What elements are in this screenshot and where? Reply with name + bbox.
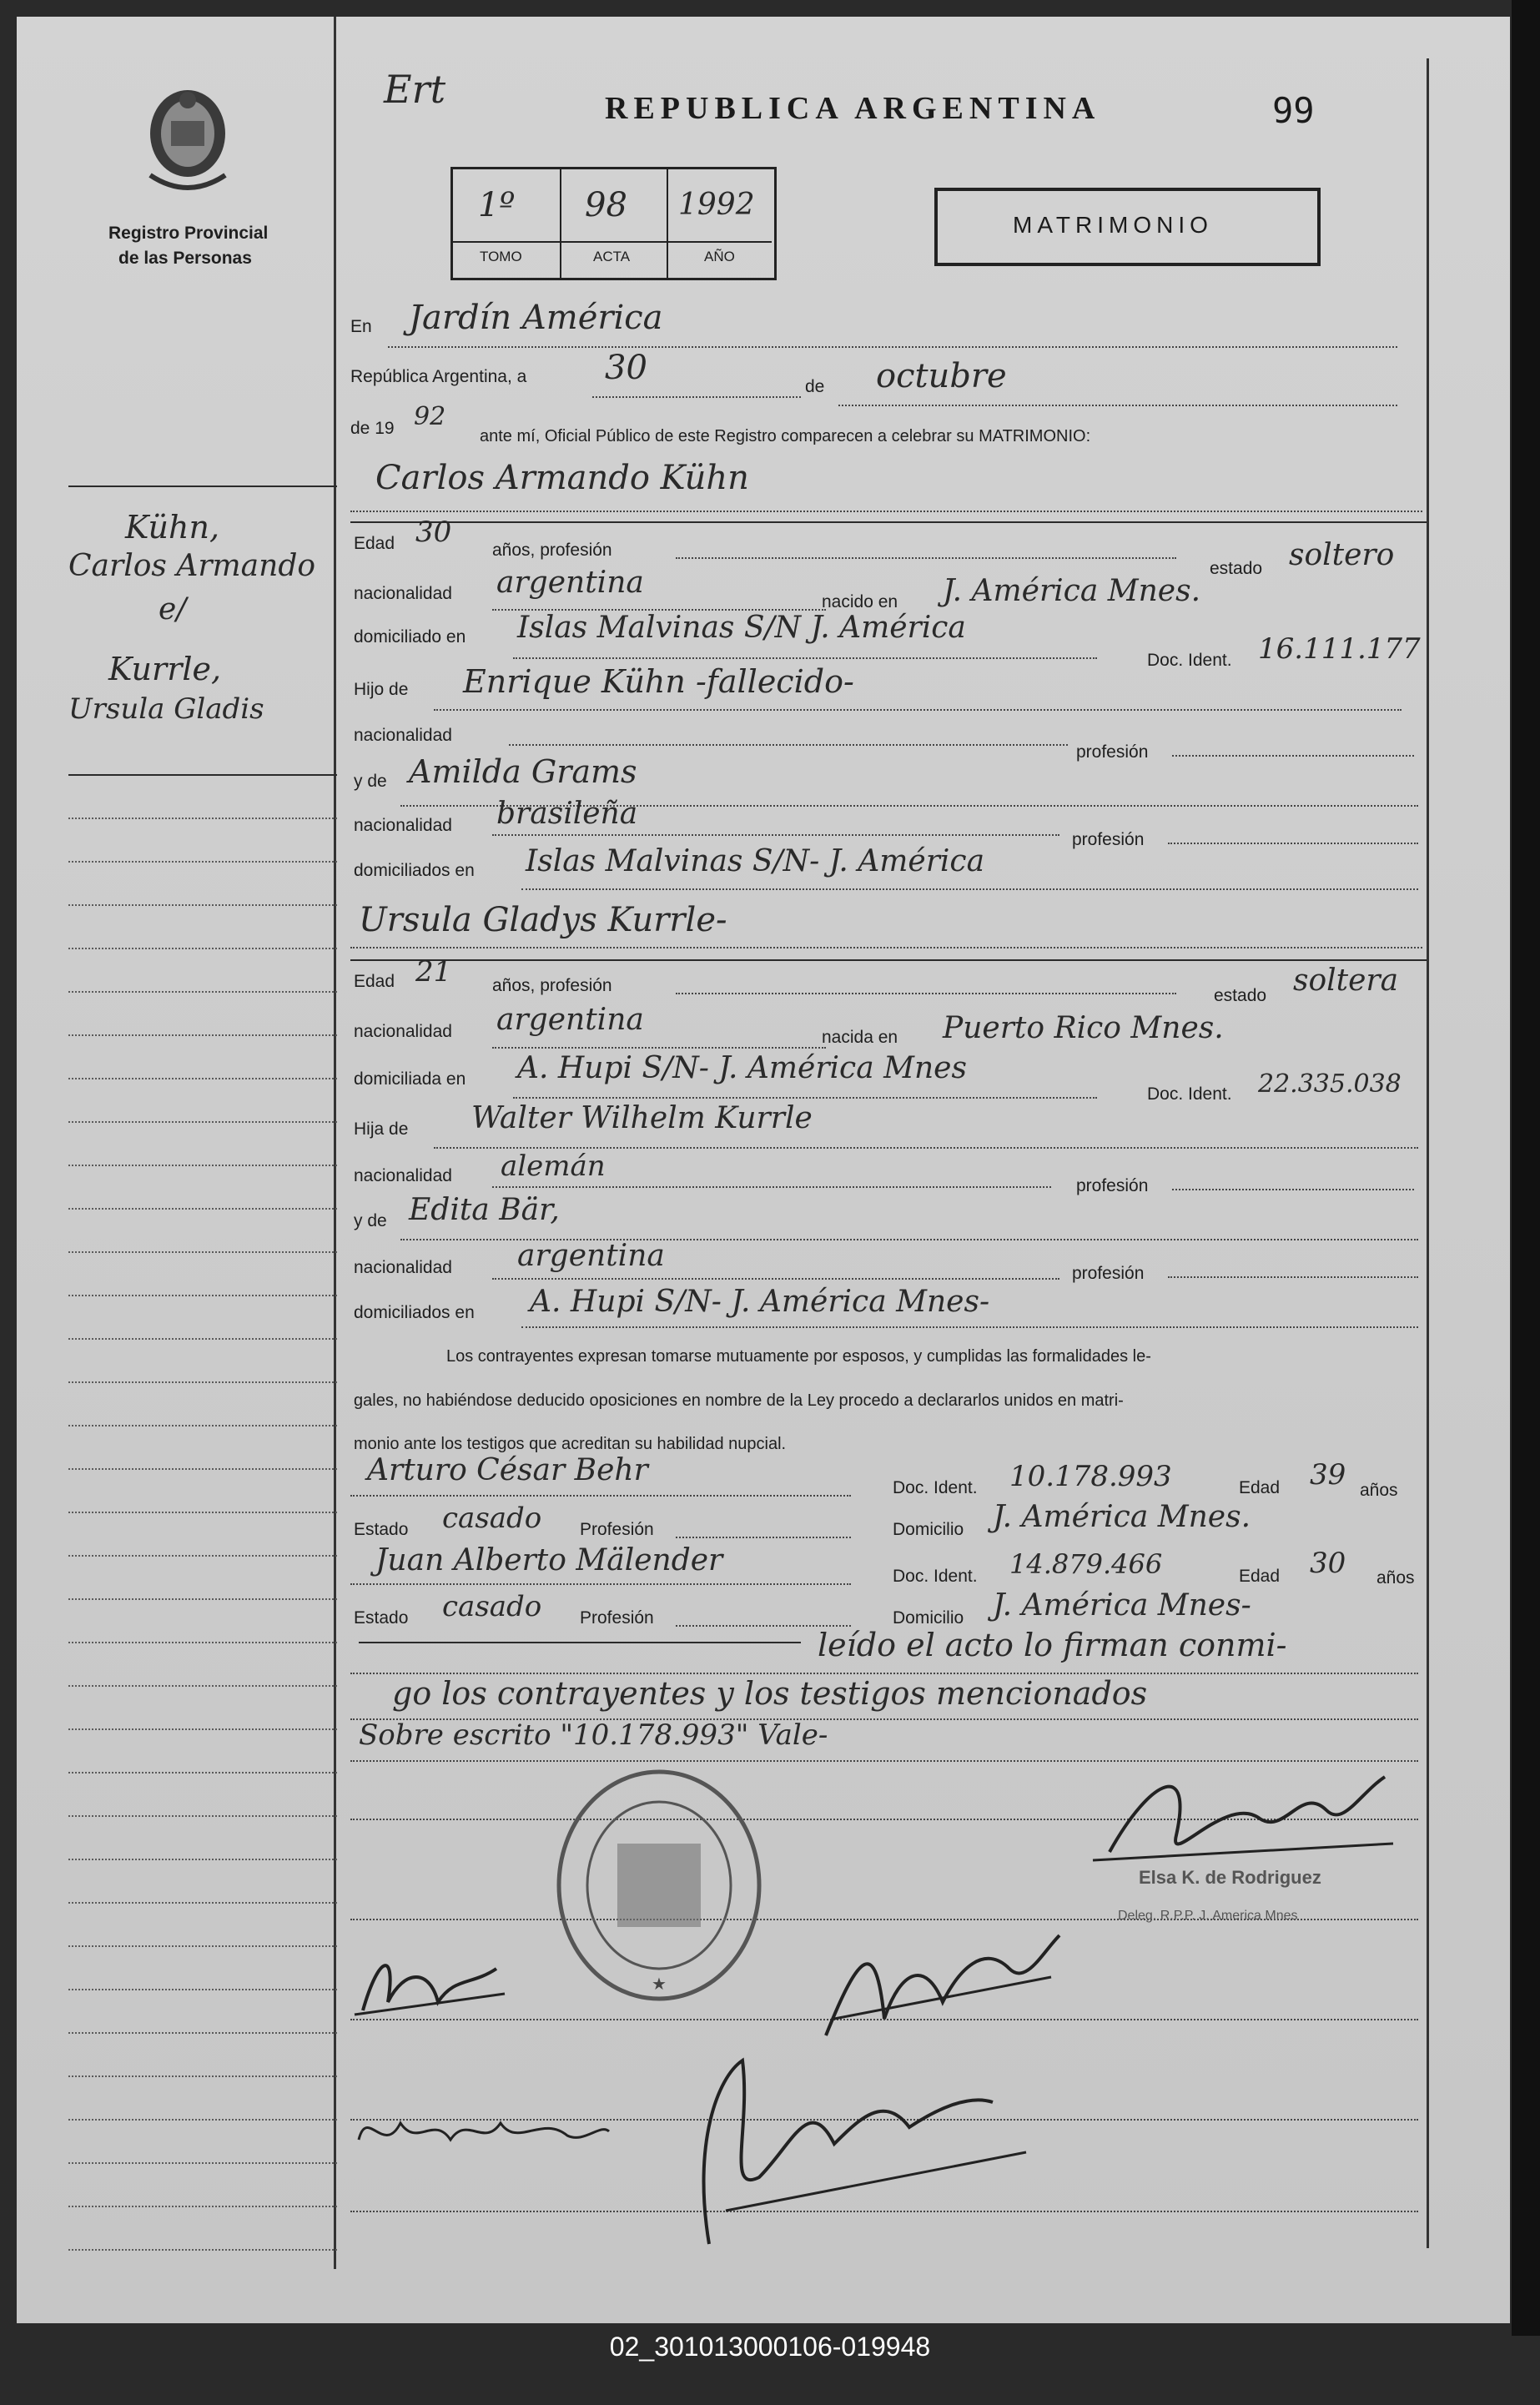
acta-label: ACTA xyxy=(593,249,631,264)
groom-nacido-label: nacido en xyxy=(822,592,898,611)
groom-anos-profesion-label: años, profesión xyxy=(492,541,612,560)
margin-ruled-line xyxy=(68,1815,337,1817)
page-title: REPUBLICA ARGENTINA xyxy=(605,91,1101,126)
bride-father-nac: alemán xyxy=(501,1150,606,1183)
margin-ruled-line xyxy=(68,2206,337,2207)
groom-estado: soltero xyxy=(1289,538,1395,572)
book-binding xyxy=(1512,0,1540,2336)
witness2-estado: casado xyxy=(442,1590,542,1623)
year-prefix: de 19 xyxy=(350,419,395,438)
groom-mother-nac: brasileña xyxy=(496,797,638,831)
groom-hijo-label: Hijo de xyxy=(354,680,409,699)
groom-mother-nac-rule xyxy=(492,834,1059,836)
margin-ruled-line xyxy=(68,1728,337,1730)
witness1-doc: 10.178.993 xyxy=(1009,1460,1172,1493)
witness1-name: Arturo César Behr xyxy=(367,1453,648,1487)
bride-nacionalidad: argentina xyxy=(496,1003,644,1037)
year-suffix: 92 xyxy=(414,402,446,431)
margin-ruled-line xyxy=(68,1295,337,1296)
bride-signature xyxy=(350,2098,617,2165)
bride-mother-nac-rule xyxy=(492,1278,1059,1280)
groom-nacionalidad: argentina xyxy=(496,566,644,600)
margin-ruled-line xyxy=(68,1902,337,1904)
groom-age: 30 xyxy=(415,516,452,549)
witness2-edad-label: Edad xyxy=(1239,1567,1281,1586)
bride-hija-label: Hija de xyxy=(354,1119,409,1139)
witness2-signature xyxy=(659,2044,1051,2261)
bride-parents-dom-label: domiciliados en xyxy=(354,1303,475,1322)
bride-father-rule xyxy=(434,1147,1418,1149)
groom-father-prof-rule xyxy=(1172,755,1414,757)
witness2-domicilio-label: Domicilio xyxy=(893,1608,964,1628)
witness1-profesion-label: Profesión xyxy=(580,1520,654,1539)
margin-rule-under-note xyxy=(68,774,337,776)
bride-estado: soltera xyxy=(1293,964,1399,998)
margin-ruled-line xyxy=(68,2119,337,2121)
witness1-anos-label: años xyxy=(1360,1481,1398,1500)
groom-nacionalidad-label: nacionalidad xyxy=(354,584,452,603)
groom-parents-dom-label: domiciliados en xyxy=(354,861,475,880)
record-number-box xyxy=(450,167,777,280)
bride-mother-prof-label: profesión xyxy=(1072,1264,1145,1283)
groom-dom-rule xyxy=(513,657,1097,659)
bride-doc-label: Doc. Ident. xyxy=(1147,1084,1232,1104)
witness2-anos-label: años xyxy=(1376,1568,1415,1587)
margin-ruled-line xyxy=(68,991,337,993)
bride-name: Ursula Gladys Kurrle- xyxy=(359,901,727,939)
closing-line2: go los contrayentes y los testigos mencionados xyxy=(392,1675,1148,1712)
groom-domicilio: Islas Malvinas S/N J. América xyxy=(517,611,966,645)
en-label: En xyxy=(350,317,372,336)
margin-divider xyxy=(334,17,336,2269)
month-rule xyxy=(838,405,1397,406)
witness1-age: 39 xyxy=(1310,1458,1346,1492)
bride-anos-profesion-label: años, profesión xyxy=(492,976,612,995)
day-value: 30 xyxy=(605,349,647,387)
margin-ruled-line xyxy=(68,2032,337,2034)
closing-rule1 xyxy=(350,1673,1418,1674)
groom-mother-prof-label: profesión xyxy=(1072,830,1145,849)
groom-domiciliado-label: domiciliado en xyxy=(354,627,466,647)
image-caption: 02_301013000106-019948 xyxy=(609,2332,931,2362)
witness1-estado: casado xyxy=(442,1502,542,1535)
groom-profesion-rule xyxy=(676,557,1176,559)
groom-name: Carlos Armando Kühn xyxy=(375,459,749,497)
margin-ruled-line xyxy=(68,1338,337,1340)
witness1-doc-label: Doc. Ident. xyxy=(893,1478,978,1497)
month-value: octubre xyxy=(876,357,1007,395)
corner-annotation: Ert xyxy=(384,67,446,112)
bride-name-rule xyxy=(350,947,1422,948)
bride-edad-label: Edad xyxy=(354,972,395,991)
groom-edad-label: Edad xyxy=(354,534,395,553)
record-type: MATRIMONIO xyxy=(1013,212,1213,238)
registry-name-line2: de las Personas xyxy=(118,249,252,268)
witness1-profesion-rule xyxy=(676,1537,851,1538)
margin-ruled-line xyxy=(68,1078,337,1079)
margin-ruled-line xyxy=(68,2075,337,2077)
bride-parents-dom-rule xyxy=(521,1326,1418,1328)
ano-label: AÑO xyxy=(704,249,735,264)
closing-line3: Sobre escrito "10.178.993" Vale- xyxy=(359,1718,828,1752)
bride-dom-rule xyxy=(513,1097,1097,1099)
bride-nacida: Puerto Rico Mnes. xyxy=(943,1011,1224,1045)
margin-ruled-line xyxy=(68,1381,337,1383)
margin-ruled-line xyxy=(68,1121,337,1123)
margin-ruled-line xyxy=(68,1945,337,1947)
bride-domiciliada-label: domiciliada en xyxy=(354,1069,466,1089)
margin-ruled-line xyxy=(68,1598,337,1600)
bride-father: Walter Wilhelm Kurrle xyxy=(471,1101,813,1135)
declaration-line3: monio ante los testigos que acreditan su habilidad nupcial. xyxy=(354,1435,787,1453)
margin-ruled-line xyxy=(68,1468,337,1470)
bride-doc: 22.335.038 xyxy=(1258,1069,1402,1099)
groom-father-prof-label: profesión xyxy=(1076,742,1149,762)
declaration-line1: Los contrayentes expresan tomarse mutuamente por esposos, y cumplidas las formalidades le- xyxy=(446,1347,1151,1366)
groom-mother-prof-rule xyxy=(1168,843,1418,844)
bride-nac-rule xyxy=(492,1047,826,1049)
bride-domicilio: A. Hupi S/N- J. América Mnes xyxy=(517,1051,967,1085)
officer-stamp-name: Elsa K. de Rodriguez xyxy=(1139,1867,1321,1888)
margin-ruled-line xyxy=(68,1034,337,1036)
witness1-estado-label: Estado xyxy=(354,1520,409,1539)
day-rule xyxy=(592,396,801,398)
bride-father-nac-rule xyxy=(492,1186,1051,1188)
bride-section-rule xyxy=(350,959,1427,961)
witness2-profesion-label: Profesión xyxy=(580,1608,654,1628)
witness1-domicilio-label: Domicilio xyxy=(893,1520,964,1539)
margin-ruled-line xyxy=(68,1859,337,1860)
groom-section-rule xyxy=(350,521,1427,523)
witness2-name-rule xyxy=(350,1583,851,1585)
margin-note-line3: e/ xyxy=(159,592,187,626)
groom-mother: Amilda Grams xyxy=(409,753,637,790)
groom-father-rule xyxy=(434,709,1402,711)
coat-of-arms-icon xyxy=(142,83,234,209)
margin-ruled-line xyxy=(68,948,337,949)
groom-name-rule xyxy=(350,511,1422,512)
groom-father: Enrique Kühn -fallecido- xyxy=(463,663,854,700)
groom-nacido: J. América Mnes. xyxy=(943,574,1201,608)
de-label: de xyxy=(805,377,825,396)
witness2-doc: 14.879.466 xyxy=(1009,1548,1163,1580)
margin-ruled-line xyxy=(68,1685,337,1687)
groom-parents-dom: Islas Malvinas S/N- J. América xyxy=(526,844,985,878)
groom-doc-label: Doc. Ident. xyxy=(1147,651,1232,670)
margin-ruled-line xyxy=(68,1251,337,1253)
closing-lead-rule xyxy=(359,1642,801,1643)
groom-doc: 16.111.177 xyxy=(1258,632,1421,666)
groom-yde-label: y de xyxy=(354,772,387,791)
tomo-label: TOMO xyxy=(480,249,522,264)
bride-parents-dom: A. Hupi S/N- J. América Mnes- xyxy=(530,1285,990,1319)
witness2-domicilio: J. América Mnes- xyxy=(993,1588,1251,1623)
acta-value: 98 xyxy=(585,186,627,224)
registry-name-line1: Registro Provincial xyxy=(108,224,269,243)
witness2-doc-label: Doc. Ident. xyxy=(893,1567,978,1586)
bride-mother-nac-label: nacionalidad xyxy=(354,1258,452,1277)
witness2-name: Juan Alberto Mälender xyxy=(375,1543,723,1577)
margin-ruled-line xyxy=(68,1512,337,1513)
margin-ruled-line xyxy=(68,2249,337,2251)
witness1-name-rule xyxy=(350,1495,851,1497)
officer-stamp-title: Deleg. R.P.P. J. America Mnes xyxy=(1118,1909,1298,1923)
margin-note-line4: Kurrle, xyxy=(108,651,222,687)
bride-nacionalidad-label: nacionalidad xyxy=(354,1022,452,1041)
margin-note-line2: Carlos Armando xyxy=(68,549,316,583)
record-type-box xyxy=(934,188,1321,266)
margin-ruled-line xyxy=(68,2162,337,2164)
groom-father-nac-rule xyxy=(509,744,1068,746)
republica-label: República Argentina, a xyxy=(350,367,527,386)
margin-ruled-line xyxy=(68,1989,337,1990)
tomo-value: 1º xyxy=(478,186,516,224)
margin-rule-top xyxy=(68,486,337,487)
groom-mother-nac-label: nacionalidad xyxy=(354,816,452,835)
witness1-edad-label: Edad xyxy=(1239,1478,1281,1497)
groom-parents-dom-rule xyxy=(521,888,1418,890)
witness2-age: 30 xyxy=(1310,1547,1346,1580)
groom-estado-label: estado xyxy=(1210,559,1263,578)
bride-mother-nac: argentina xyxy=(517,1239,665,1273)
ante-text: ante mí, Oficial Público de este Registro comparecen a celebrar su MATRIMONIO: xyxy=(480,427,1091,445)
declaration-line2: gales, no habiéndose deducido oposiciones en nombre de la Ley procedo a declararlos unidos en matri- xyxy=(354,1391,1124,1410)
margin-note-line5: Ursula Gladis xyxy=(68,692,264,726)
groom-signature xyxy=(346,1935,513,2027)
closing-line1: leído el acto lo firman conmi- xyxy=(818,1627,1287,1663)
witness2-estado-label: Estado xyxy=(354,1608,409,1628)
margin-ruled-line xyxy=(68,904,337,906)
groom-father-nac-label: nacionalidad xyxy=(354,726,452,745)
bride-yde-label: y de xyxy=(354,1211,387,1230)
margin-ruled-line xyxy=(68,1208,337,1210)
bride-mother-prof-rule xyxy=(1168,1276,1418,1278)
bride-father-nac-label: nacionalidad xyxy=(354,1166,452,1185)
bride-profesion-rule xyxy=(676,993,1176,994)
page-number: 99 xyxy=(1272,90,1315,131)
place-value: Jardín América xyxy=(409,299,663,337)
margin-ruled-line xyxy=(68,818,337,819)
register-page xyxy=(17,17,1510,2323)
margin-note-line1: Kühn, xyxy=(125,509,220,546)
bride-estado-label: estado xyxy=(1214,986,1267,1005)
bride-mother: Edita Bär, xyxy=(409,1193,560,1227)
ano-value: 1992 xyxy=(678,188,755,222)
margin-ruled-line xyxy=(68,1772,337,1774)
bride-age: 21 xyxy=(415,955,452,989)
bride-father-prof-rule xyxy=(1172,1189,1414,1190)
witness1-domicilio: J. América Mnes. xyxy=(993,1500,1251,1534)
margin-ruled-line xyxy=(68,861,337,863)
right-border xyxy=(1427,58,1429,2248)
bride-father-prof-label: profesión xyxy=(1076,1176,1149,1195)
margin-ruled-line xyxy=(68,1642,337,1643)
place-rule xyxy=(388,346,1397,348)
margin-ruled-line xyxy=(68,1555,337,1557)
margin-ruled-line xyxy=(68,1425,337,1426)
bride-nacida-label: nacida en xyxy=(822,1028,898,1047)
official-seal-icon xyxy=(551,1764,767,2006)
officer-signature xyxy=(1076,1743,1410,1885)
svg-text:★: ★ xyxy=(652,1975,667,1994)
margin-ruled-line xyxy=(68,1165,337,1166)
witness1-signature xyxy=(809,1919,1076,2060)
